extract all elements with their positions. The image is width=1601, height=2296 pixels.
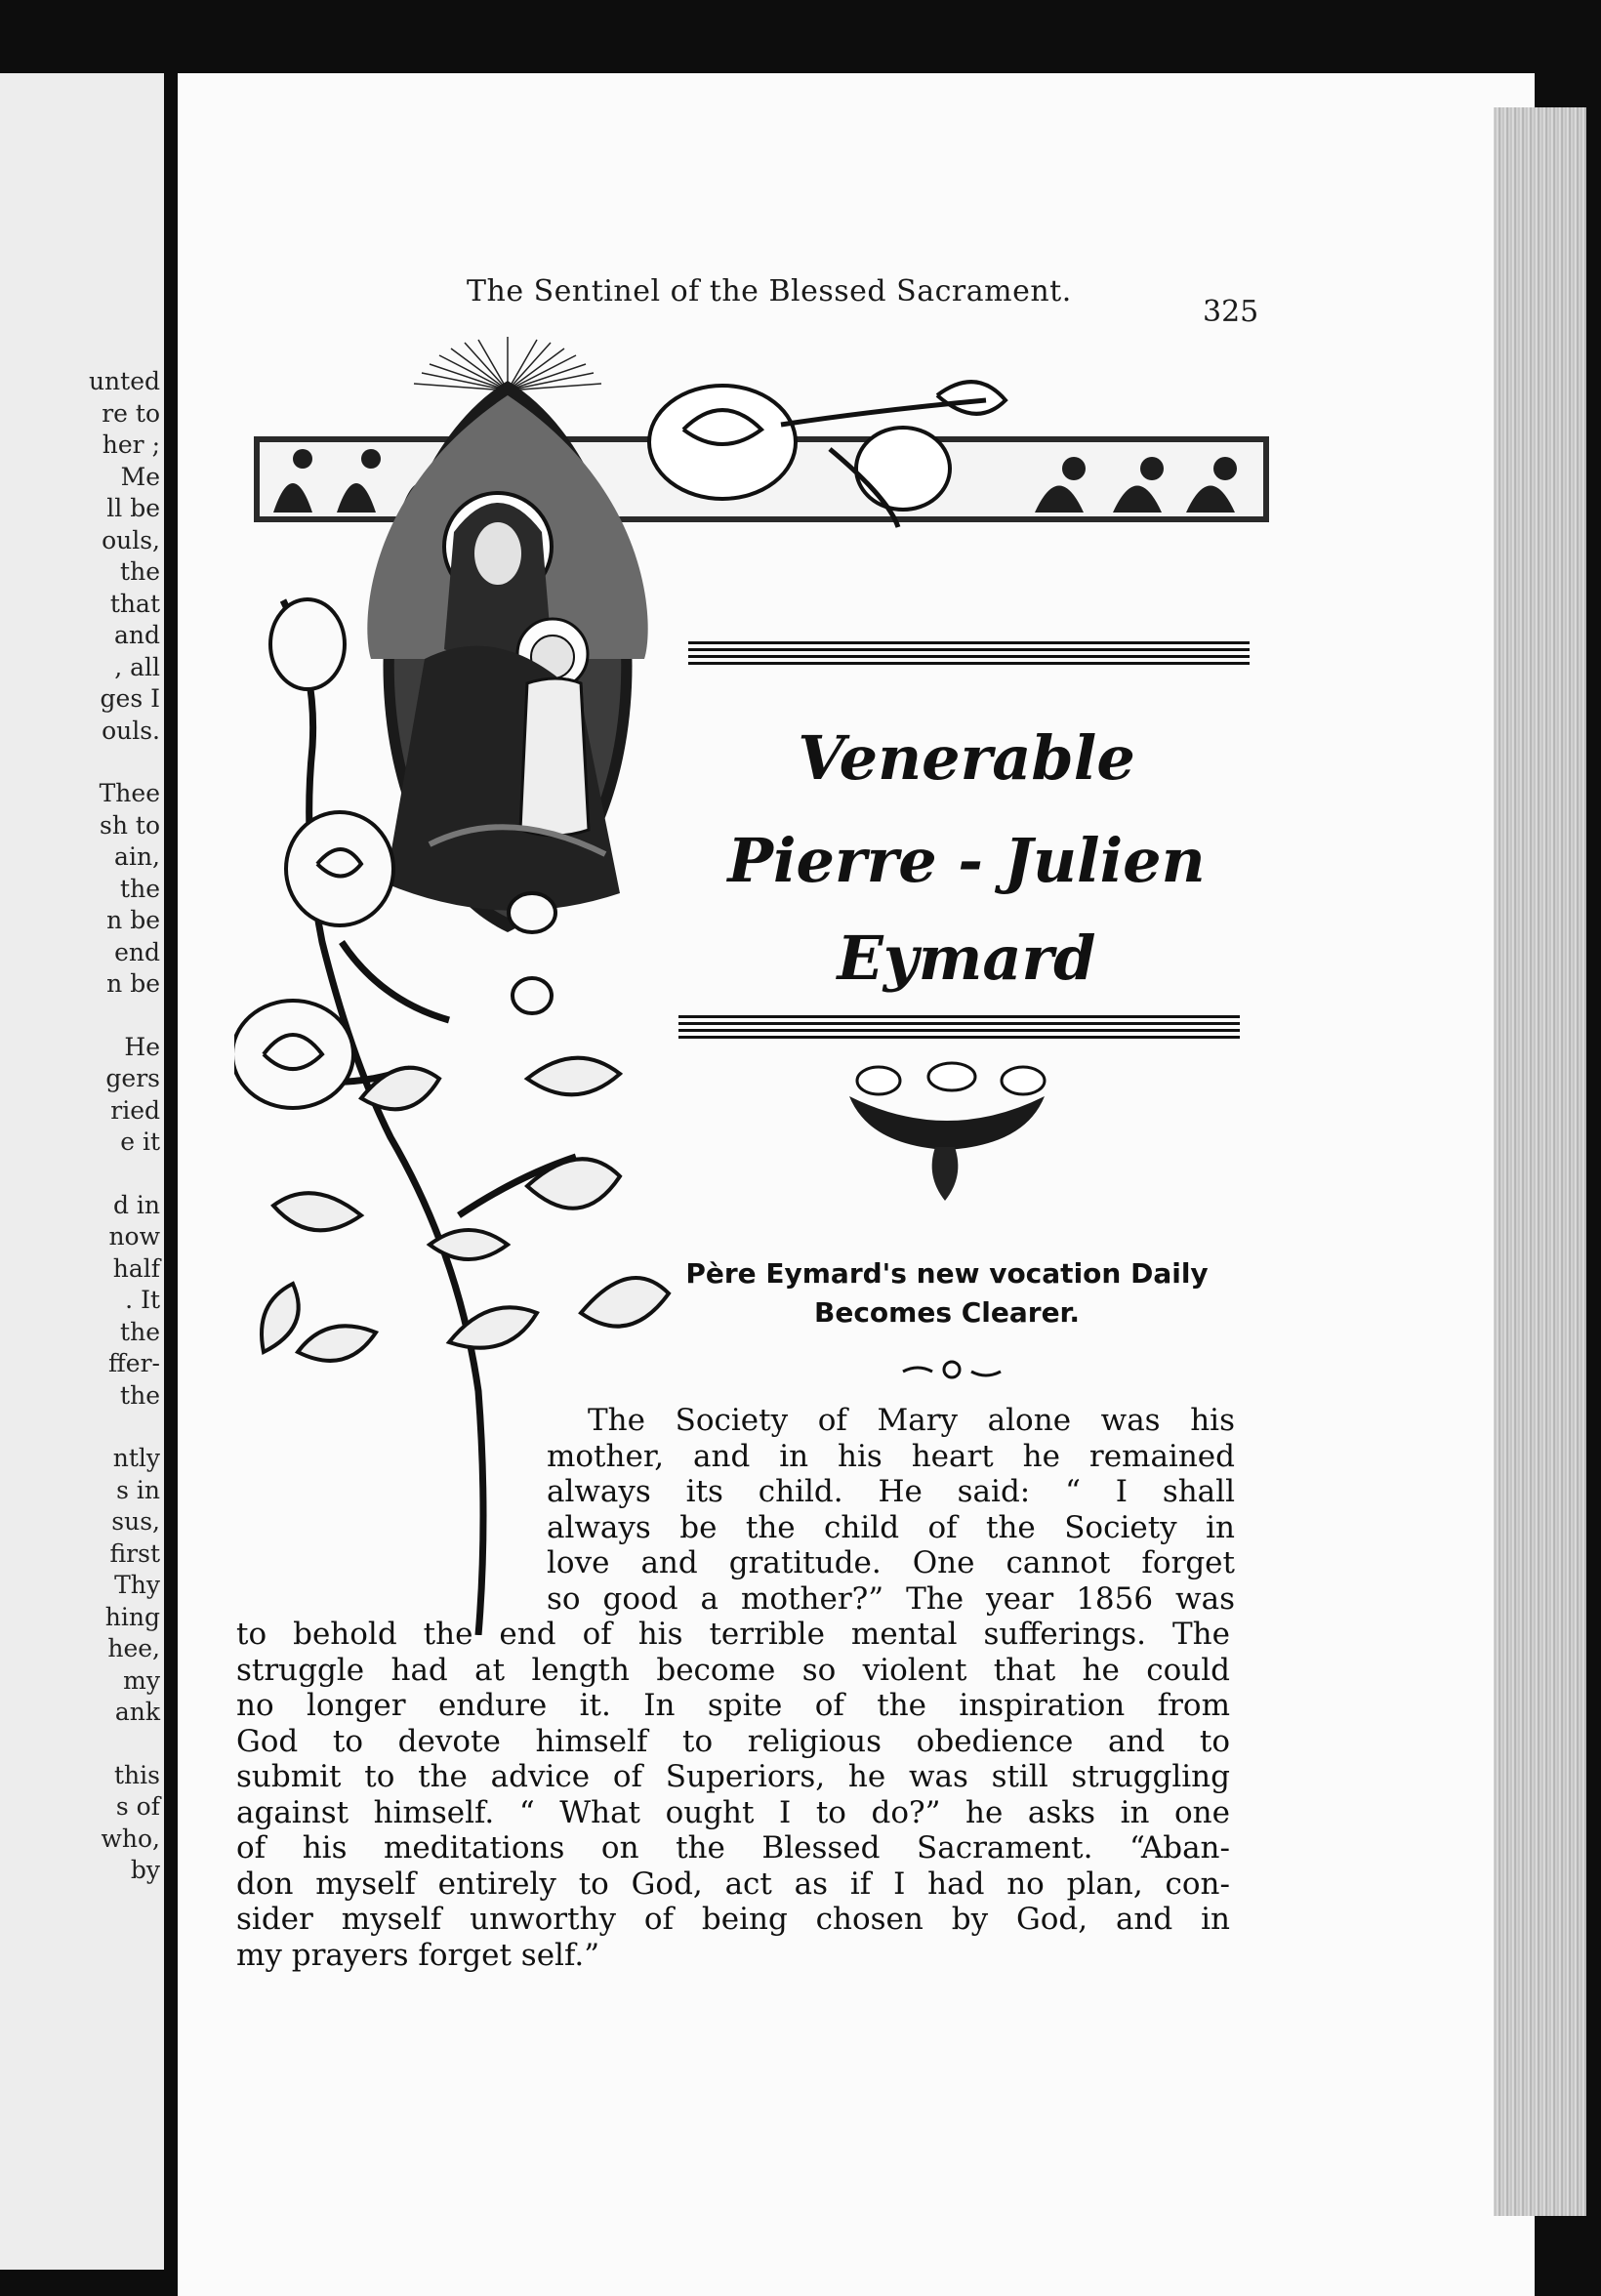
body-line: no longer endure it. In spite of the inspiration from xyxy=(236,1688,1230,1723)
body-indented-block xyxy=(547,1403,1235,1617)
left-page-gap xyxy=(89,1001,160,1032)
left-page-line: s of xyxy=(115,1792,160,1821)
left-page-line: sh to xyxy=(100,810,160,840)
subtitle-line-1: Père Eymard's new vocation Daily xyxy=(685,1257,1209,1290)
page-edges xyxy=(1494,107,1586,2216)
left-page-line: hee, xyxy=(107,1634,160,1662)
left-page-line: that xyxy=(109,589,160,618)
body-line: to behold the end of his terrible mental sufferings. The xyxy=(236,1617,1230,1652)
body-line: always be the child of the Society in xyxy=(547,1509,1235,1545)
left-page-gap xyxy=(89,1729,160,1760)
left-page-line: who, xyxy=(101,1824,160,1853)
left-page-line: He xyxy=(124,1032,160,1061)
body-full-block xyxy=(236,1617,1230,1973)
left-page-line: ried xyxy=(110,1095,160,1125)
body-line: always its child. He said: “ I shall xyxy=(547,1474,1235,1509)
left-page-line: ouls. xyxy=(102,716,160,745)
left-page-line: her ; xyxy=(102,430,160,459)
body-line: mother, and in his heart he remained xyxy=(547,1438,1235,1474)
left-page-line: ntly xyxy=(112,1444,160,1472)
left-page-line: unted xyxy=(88,367,160,395)
left-page-line: my xyxy=(123,1665,160,1695)
left-page-line: and xyxy=(113,621,160,649)
left-page-line: Thee xyxy=(99,779,160,807)
body-line: sider myself unworthy of being chosen by God, and in xyxy=(236,1902,1230,1937)
left-page-line: , all xyxy=(114,652,160,681)
left-page-line: e it xyxy=(120,1128,160,1156)
left-page-line: half xyxy=(112,1253,160,1283)
left-page-line: ffer- xyxy=(108,1349,160,1377)
left-page-gap xyxy=(89,1412,160,1443)
body-line: love and gratitude. One cannot forget xyxy=(547,1545,1235,1580)
left-page-line: ank xyxy=(114,1698,160,1726)
left-page-line: Me xyxy=(120,462,160,491)
left-page-line: the xyxy=(120,1317,160,1346)
body-line: against himself. “ What ought I to do?” he asks in one xyxy=(236,1794,1230,1830)
left-page-gap xyxy=(89,1159,160,1190)
left-page-gap xyxy=(89,747,160,778)
running-head: The Sentinel of the Blessed Sacrament. xyxy=(467,274,1072,308)
left-page-line: Thy xyxy=(114,1571,160,1599)
left-page-text xyxy=(89,366,160,1887)
book-gutter xyxy=(164,59,178,2296)
left-page-line: now xyxy=(108,1222,160,1250)
left-page-line: the xyxy=(120,1380,160,1410)
left-page-line: the xyxy=(120,874,160,903)
body-line: submit to the advice of Superiors, he was still struggling xyxy=(236,1759,1230,1794)
left-page-line: s in xyxy=(116,1475,160,1504)
page-number: 325 xyxy=(1203,295,1259,329)
body-line: struggle had at length become so violent that he could xyxy=(236,1652,1230,1688)
left-page-line: the xyxy=(120,557,160,586)
left-page-line: first xyxy=(109,1538,160,1568)
left-page-line: this xyxy=(114,1760,160,1789)
left-page-line: ain, xyxy=(114,842,160,871)
subtitle-line-2: Becomes Clearer. xyxy=(813,1296,1081,1329)
left-page-line: . It xyxy=(125,1286,160,1314)
article-title-line-3: Eymard xyxy=(837,922,1096,994)
left-page-line: d in xyxy=(112,1190,160,1219)
left-page-line: ll be xyxy=(106,494,160,522)
body-line: of his meditations on the Blessed Sacrament. “Aban- xyxy=(236,1830,1230,1866)
left-page-line: by xyxy=(130,1856,160,1884)
body-last-line: my prayers forget self.” xyxy=(236,1937,600,1973)
article-title-line-2: Pierre - Julien xyxy=(727,825,1206,896)
left-page-line: hing xyxy=(104,1602,160,1631)
body-line: don myself entirely to God, act as if I had no plan, con- xyxy=(236,1866,1230,1902)
left-page-line: end xyxy=(114,937,160,966)
left-page-line: ouls, xyxy=(102,525,160,554)
left-page-line: n be xyxy=(106,969,160,998)
left-page-line: gers xyxy=(105,1064,160,1092)
left-page-line: re to xyxy=(102,398,160,428)
left-page-line: ges I xyxy=(100,684,160,713)
left-page-line: n be xyxy=(106,906,160,934)
left-page xyxy=(0,73,164,2270)
body-line: The Society of Mary alone was his xyxy=(588,1403,1235,1438)
article-title-line-1: Venerable xyxy=(798,722,1135,794)
left-page-line: sus, xyxy=(111,1507,160,1536)
body-line: so good a mother?” The year 1856 was xyxy=(547,1580,1235,1617)
body-line: God to devote himself to religious obedience and to xyxy=(236,1723,1230,1759)
